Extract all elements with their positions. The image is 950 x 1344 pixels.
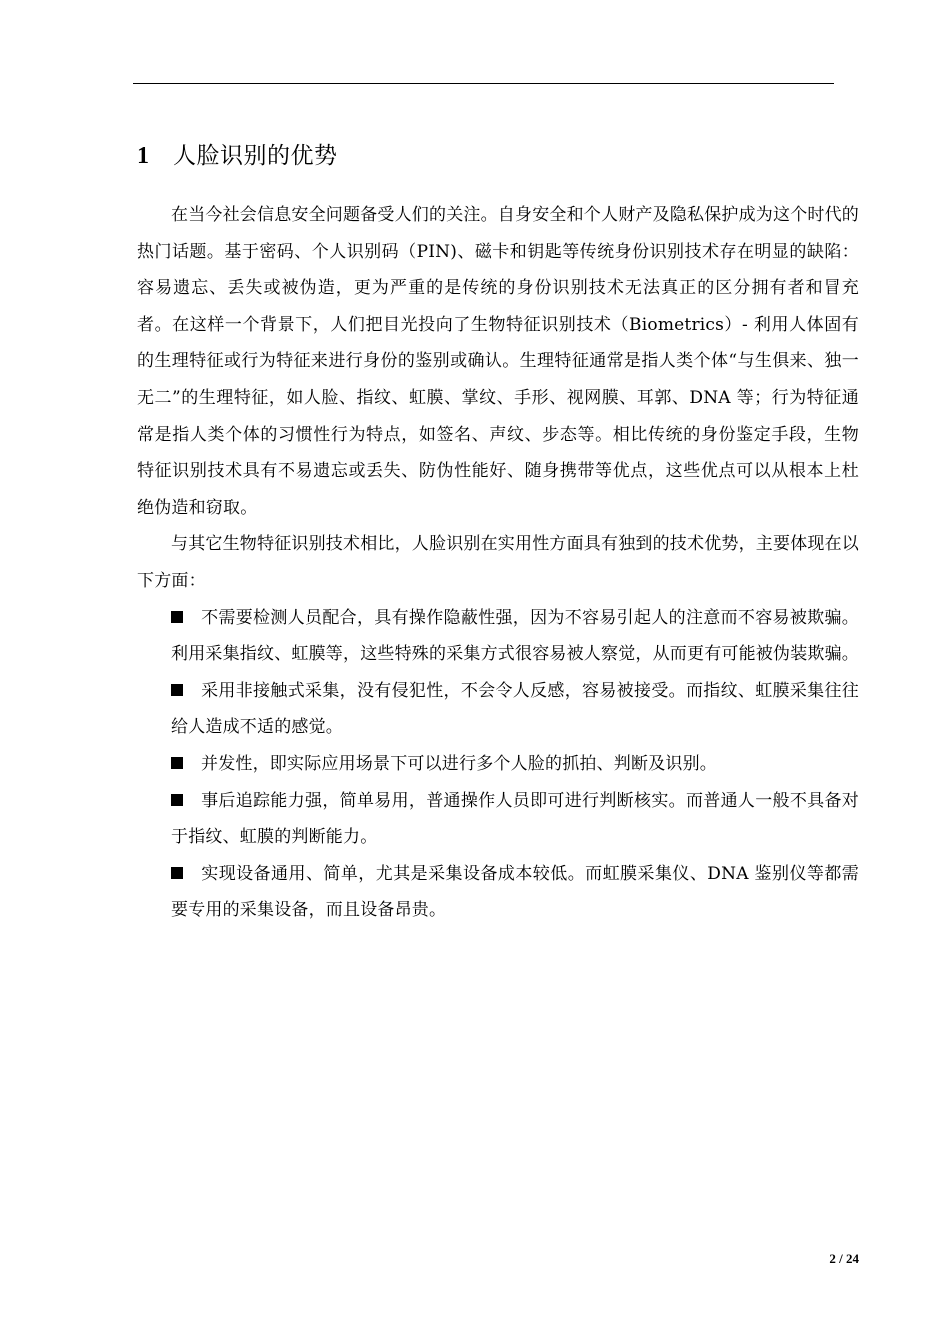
body-text — [137, 197, 859, 929]
list-item — [171, 746, 859, 783]
list-item — [171, 783, 859, 856]
square-bullet-icon — [171, 757, 183, 769]
page-number: 2 / 24 — [829, 1251, 859, 1266]
list-item-text: 不需要检测人员配合，具有操作隐蔽性强，因为不容易引起人的注意而不容易被欺骗。利用采集指纹、虹膜等，这些特殊的采集方式很容易被人察觉，从而更有可能被伪装欺骗。 — [171, 607, 859, 665]
list-item-text: 实现设备通用、简单，尤其是采集设备成本较低。而虹膜采集仪、DNA 鉴别仪等都需要专用的采集设备，而且设备昂贵。 — [171, 863, 859, 921]
header-rule — [133, 83, 834, 84]
paragraph-advantages: 与其它生物特征识别技术相比，人脸识别在实用性方面具有独到的技术优势，主要体现在以下方面： — [137, 534, 859, 591]
list-item — [171, 673, 859, 746]
square-bullet-icon — [171, 867, 183, 879]
paragraph-intro: 在当今社会信息安全问题备受人们的关注。自身安全和个人财产及隐私保护成为这个时代的热门话题。基于密码、个人识别码（PIN)、磁卡和钥匙等传统身份识别技术存在明显的缺陷：容易遗忘、丢失或被伪造，更为严重的是传统的身份识别技术无法真正的区分拥有者和冒充者。在这样一个背景下，人们把目光投向了生物特征识别技术（Biometrics）- 利用人体固有的生理特征或行为特征来进行身份的鉴别或确认。生理特征通常是指人类个体“与生俱来、独一无二”的生理特征，如人脸、指纹、虹膜、掌纹、手形、视网膜、耳郭、DNA 等；行为特征通常是指人类个体的习惯性行为特点，如签名、声纹、步态等。相比传统的身份鉴定手段，生物特征识别技术具有不易遗忘或丢失、防伪性能好、随身携带等优点，这些优点可以从根本上杜绝伪造和窃取。 — [137, 205, 859, 518]
square-bullet-icon — [171, 794, 183, 806]
advantage-list — [137, 600, 859, 929]
square-bullet-icon — [171, 611, 183, 623]
list-item — [171, 856, 859, 929]
square-bullet-icon — [171, 684, 183, 696]
section-heading — [137, 138, 338, 174]
section-title: 人脸识别的优势 — [173, 143, 338, 169]
list-item-text: 事后追踪能力强，简单易用，普通操作人员即可进行判断核实。而普通人一般不具备对于指纹、虹膜的判断能力。 — [171, 790, 859, 848]
list-item-text: 采用非接触式采集，没有侵犯性，不会令人反感，容易被接受。而指纹、虹膜采集往往给人造成不适的感觉。 — [171, 680, 859, 738]
section-number: 1 — [137, 143, 149, 169]
list-item — [171, 600, 859, 673]
list-item-text: 并发性，即实际应用场景下可以进行多个人脸的抓拍、判断及识别。 — [201, 753, 717, 774]
